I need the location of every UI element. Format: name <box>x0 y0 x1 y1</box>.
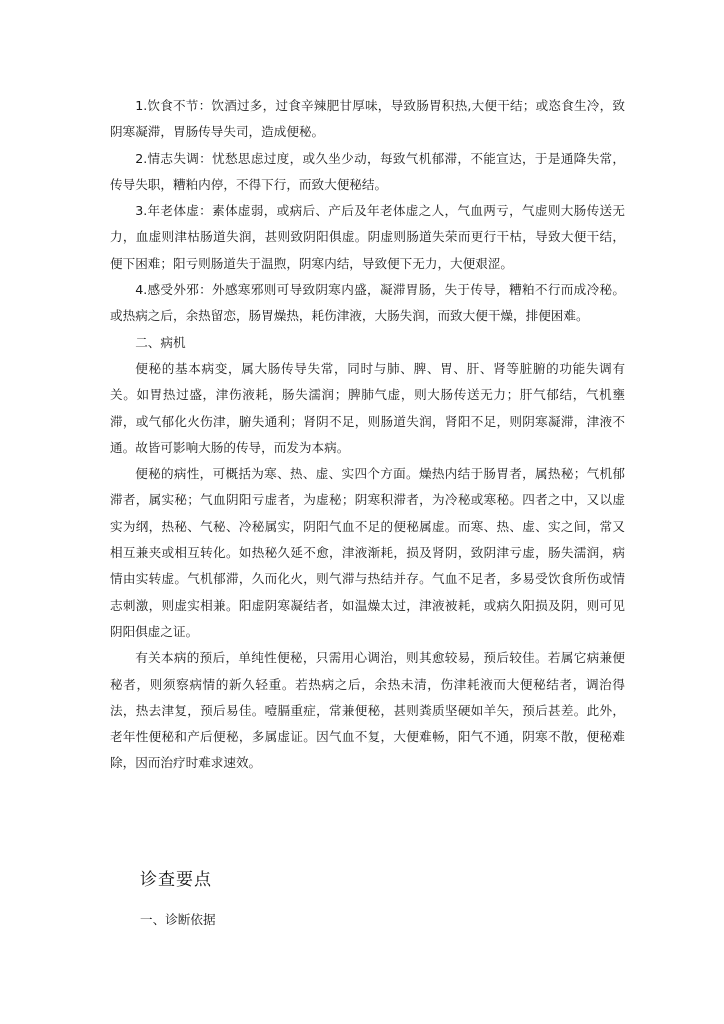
paragraph-external: 4.感受外邪：外感寒邪则可导致阴寒内盛，凝滞胃肠，失于传导，糟粕不行而成冷秘。或热病之后，余热留恋，肠胃燥热，耗伤津液，大肠失润，而致大便干燥，排便困难。 <box>110 282 625 324</box>
section-sub-heading: 一、诊断依据 <box>140 912 216 927</box>
paragraph-aging: 3.年老体虚：素体虚弱，或病后、产后及年老体虚之人，气血两亏，气虚则大肠传送无力，血虚则津枯肠道失润，甚则致阴阳俱虚。阴虚则肠道失荣而更行干枯，导致大便干结，便下困难；阳亏则肠道失于温煦，阴寒内结，导致便下无力，大便艰涩。 <box>110 203 625 271</box>
paragraph-prognosis: 有关本病的预后，单纯性便秘，只需用心调治，则其愈较易，预后较佳。若属它病兼便秘者，则须察病情的新久轻重。若热病之后，余热未清，伤津耗液而大便秘结者，调治得法，热去津复，预后易佳。噎膈重症，常兼便秘，甚则粪质坚硬如羊矢，预后甚差。此外，老年性便秘和产后便秘，多属虚证。因气血不复，大便难畅，阳气不通，阴寒不散，便秘难除，因而治疗时难求速效。 <box>110 650 625 771</box>
paragraph-nature: 便秘的病性，可概括为寒、热、虚、实四个方面。燥热内结于肠胃者，属热秘；气机郁滞者，属实秘；气血阴阳亏虚者，为虚秘；阴寒积滞者，为冷秘或寒秘。四者之中，又以虚实为纲，热秘、气秘、冷秘属实，阴阳气血不足的便秘属虚。而寒、热、虚、实之间，常又相互兼夹或相互转化。如热秘久延不愈，津液渐耗，损及肾阴，致阴津亏虚，肠失濡润，病情由实转虚。气机郁滞，久而化火，则气滞与热结并存。气血不足者，多易受饮食所伤或情志刺激，则虚实相兼。阳虚阴寒凝结者，如温燥太过，津液被耗，或病久阳损及阴，则可见阴阳俱虚之证。 <box>110 466 625 639</box>
paragraph-emotion: 2.情志失调：忧愁思虑过度，或久坐少动，每致气机郁滞，不能宣达，于是通降失常，传导失职，糟粕内停，不得下行，而致大便秘结。 <box>110 150 625 192</box>
paragraph-pathogenesis: 便秘的基本病变，属大肠传导失常，同时与肺、脾、胃、肝、肾等脏腑的功能失调有关。如胃热过盛，津伤液耗，肠失濡润；脾肺气虚，则大肠传送无力；肝气郁结，气机壅滞，或气郁化火伤津，腑失通利；肾阴不足，则肠道失润，肾阳不足，则阴寒凝滞，津液不通。故皆可影响大肠的传导，而发为本病。 <box>110 360 625 455</box>
body-text <box>110 93 625 777</box>
paragraph-diet: 1.饮食不节：饮酒过多，过食辛辣肥甘厚味，导致肠胃积热,大便干结；或恣食生冷，致阴寒凝滞，胃肠传导失司，造成便秘。 <box>110 98 625 140</box>
section-title: 诊查要点 <box>140 870 212 890</box>
subsection-title-pathogenesis: 二、病机 <box>135 334 186 350</box>
